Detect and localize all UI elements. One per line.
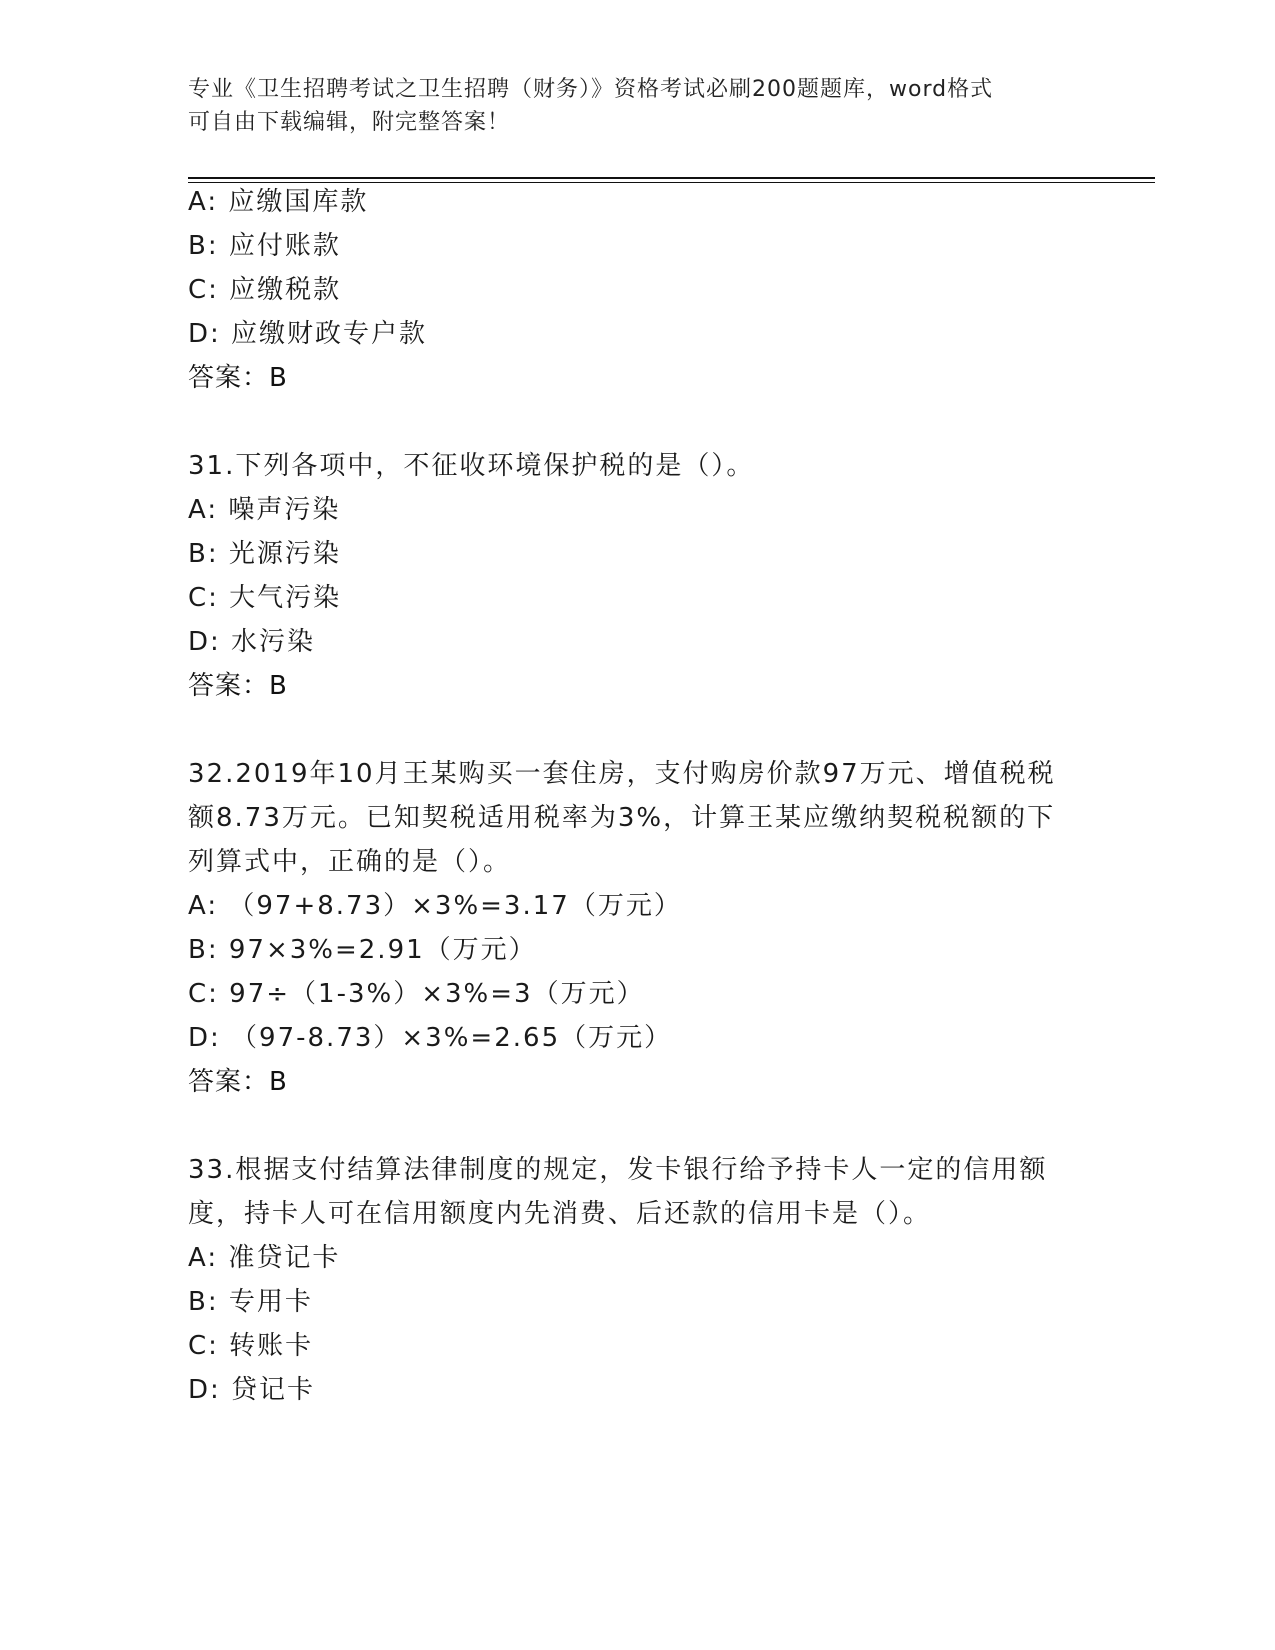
q33-question-line-1: 33.根据支付结算法律制度的规定，发卡银行给予持卡人一定的信用额 [188, 1155, 1048, 1185]
q30-answer: 答案：B [188, 363, 288, 393]
q33-option-b: B: 专用卡 [188, 1287, 313, 1317]
q32-question-line-2: 额8.73万元。已知契税适用税率为3%，计算王某应缴纳契税税额的下 [188, 803, 1056, 833]
q30-option-a: A: 应缴国库款 [188, 187, 369, 217]
q32-answer: 答案：B [188, 1067, 288, 1097]
q31-question: 31.下列各项中，不征收环境保护税的是（）。 [188, 451, 755, 481]
q32-option-d: D: （97-8.73）×3%=2.65（万元） [188, 1023, 673, 1053]
q31-option-a: A: 噪声污染 [188, 495, 341, 525]
q31-answer: 答案：B [188, 671, 288, 701]
header-divider-thick [188, 177, 1155, 179]
header-divider-thin [188, 182, 1155, 183]
q33-question-line-2: 度，持卡人可在信用额度内先消费、后还款的信用卡是（）。 [188, 1199, 932, 1229]
q32-question-line-1: 32.2019年10月王某购买一套住房，支付购房价款97万元、增值税税 [188, 759, 1056, 789]
q30-option-d: D: 应缴财政专户款 [188, 319, 428, 349]
q32-question-line-3: 列算式中，正确的是（）。 [188, 847, 512, 877]
header-line-1: 专业《卫生招聘考试之卫生招聘（财务）》资格考试必刷200题题库，word格式 [188, 77, 994, 102]
q33-option-d: D: 贷记卡 [188, 1375, 316, 1405]
q32-option-a: A: （97+8.73）×3%=3.17（万元） [188, 891, 682, 921]
header-line-2: 可自由下载编辑，附完整答案！ [188, 110, 511, 135]
q30-option-c: C: 应缴税款 [188, 275, 342, 305]
q33-option-a: A: 准贷记卡 [188, 1243, 341, 1273]
q32-option-b: B: 97×3%=2.91（万元） [188, 935, 537, 965]
q31-option-d: D: 水污染 [188, 627, 316, 657]
q33-option-c: C: 转账卡 [188, 1331, 314, 1361]
q30-option-b: B: 应付账款 [188, 231, 341, 261]
document-header [188, 73, 1088, 139]
q31-option-c: C: 大气污染 [188, 583, 342, 613]
q31-option-b: B: 光源污染 [188, 539, 341, 569]
q32-option-c: C: 97÷（1-3%）×3%=3（万元） [188, 979, 645, 1009]
